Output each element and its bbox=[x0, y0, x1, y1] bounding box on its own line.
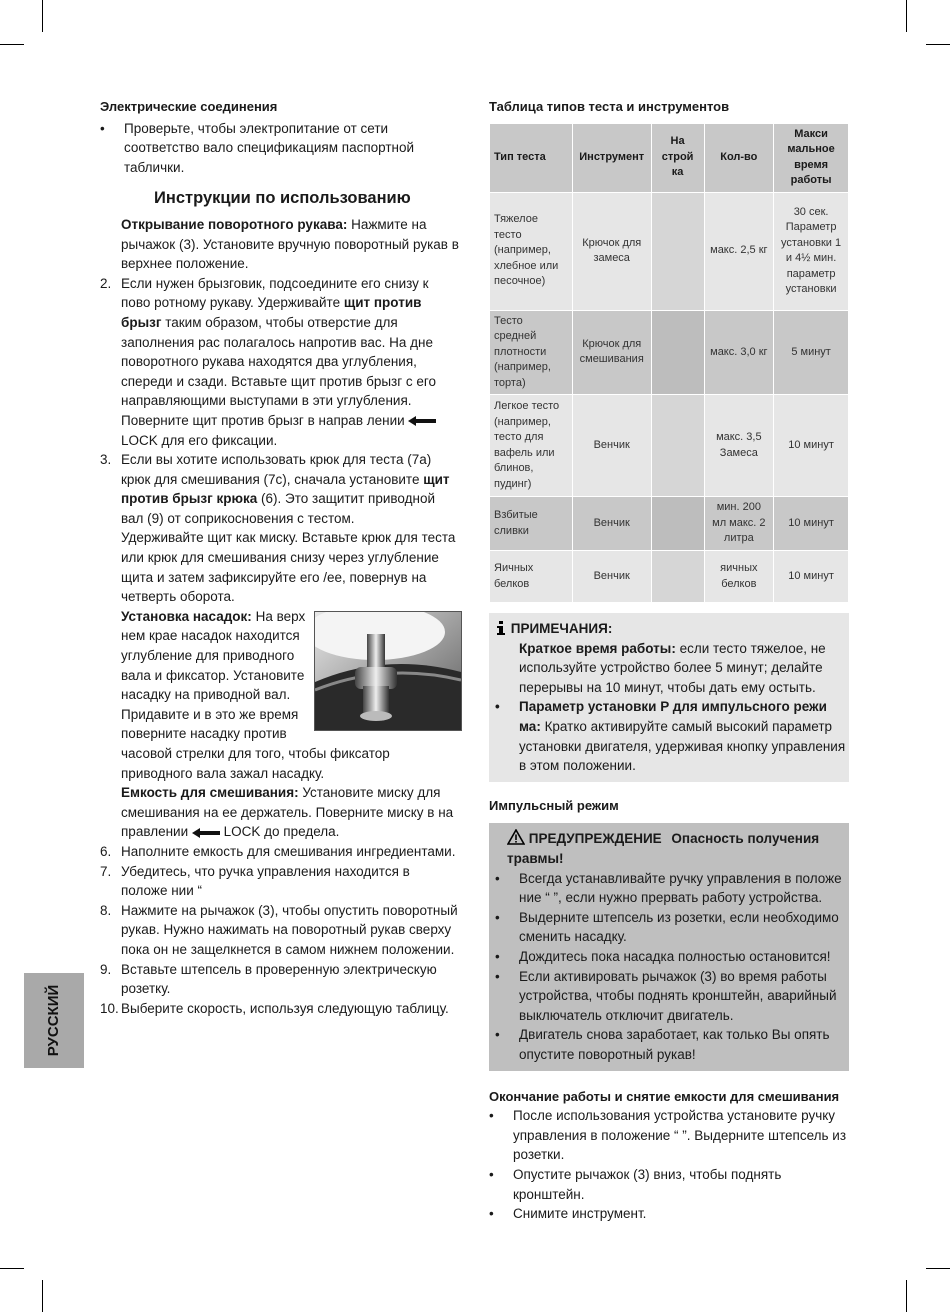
pulse-heading: Импульсный режим bbox=[489, 797, 619, 813]
step-bowl-title: Емкость для смешивания: bbox=[121, 785, 299, 801]
step-2-text: Если нужен брызговик, подсоедините его снизу к пово ротному рукаву. Удерживайте bbox=[121, 275, 429, 311]
bullet-marker: • bbox=[495, 909, 500, 925]
warning-title: ПРЕДУПРЕЖДЕНИЕ bbox=[528, 831, 662, 847]
notes-title: ПРИМЕЧАНИЯ: bbox=[510, 621, 613, 637]
end-item bbox=[489, 1165, 849, 1204]
step-attachments bbox=[100, 607, 460, 783]
table-cell: макс. 3,0 кг bbox=[704, 310, 774, 395]
end-item bbox=[489, 1106, 849, 1165]
step-open-arm bbox=[100, 215, 460, 274]
step-open-arm-title: Открывание поворотного рукава: bbox=[121, 216, 348, 232]
table-cell: 30 сек. Параметр установки 1 и 4½ мин. параметр установки bbox=[774, 192, 849, 310]
end-item-text: Снимите инструмент. bbox=[513, 1206, 647, 1222]
step-bowl-lock: LOCK до предела. bbox=[223, 824, 340, 840]
step-2-lock: LOCK для его фиксации. bbox=[121, 432, 278, 448]
step-3-text: Если вы хотите использовать крюк для теста (7a) крюк для смешивания (7c), сначала установите bbox=[121, 452, 432, 487]
table-cell: Легкое тесто (например, тесто для вафель или блинов, пудинг) bbox=[490, 395, 573, 497]
bullet-marker: • bbox=[489, 1108, 494, 1124]
warning-item bbox=[495, 947, 843, 967]
step-bowl-text: Установите миску для смешивания на ее держатель. Поверните миску в на правлении bbox=[121, 785, 454, 840]
step-10-text: Выберите скорость, используя следующую таблицу. bbox=[121, 1000, 449, 1016]
crop-mark bbox=[0, 1268, 24, 1269]
step-7-text: Убедитесь, что ручка управления находится в положе нии “ bbox=[121, 863, 410, 899]
arrow-left-icon bbox=[408, 416, 436, 426]
table-header-cell: Тип теста bbox=[490, 123, 573, 192]
warning-item-text: Если активировать рычажок (3) во время работы устройства, чтобы поднять кронштейн, аварийный выключатель отключит двигатель. bbox=[519, 968, 837, 1023]
warning-item bbox=[495, 869, 843, 908]
table-cell: Крючок для смешивания bbox=[572, 310, 651, 395]
electrical-bullet-text: Проверьте, чтобы электропитание от сети соответство вало спецификациям паспортной таблички. bbox=[124, 120, 415, 175]
note-short-runtime bbox=[495, 639, 849, 698]
language-tab-label: РУССКИЙ bbox=[45, 984, 62, 1057]
table-cell bbox=[651, 192, 704, 310]
step-number: 3. bbox=[100, 452, 112, 468]
language-tab bbox=[24, 973, 84, 1068]
table-cell: Взбитые сливки bbox=[490, 497, 573, 551]
end-item-text: Опустите рычажок (3) вниз, чтобы поднять кронштейн. bbox=[513, 1166, 782, 1202]
right-column bbox=[489, 97, 849, 1224]
warning-item-text: Дождитесь пока насадка полностью остановится! bbox=[519, 949, 831, 964]
warning-item bbox=[495, 908, 843, 947]
step-number: 8. bbox=[100, 902, 112, 918]
left-column bbox=[100, 97, 460, 1018]
step-9 bbox=[100, 960, 460, 999]
info-icon bbox=[495, 621, 507, 635]
dough-table bbox=[489, 123, 849, 604]
table-cell: Венчик bbox=[572, 551, 651, 603]
table-cell: 5 минут bbox=[774, 310, 849, 395]
electrical-heading: Электрические соединения bbox=[100, 99, 278, 114]
table-cell: Крючок для замеса bbox=[572, 192, 651, 310]
note-pulse-setting bbox=[495, 697, 849, 775]
note-2-title: Параметр установки P для импульсного режи ма: bbox=[519, 699, 827, 735]
step-3-text-b: (6). Это защитит приводной вал (9) от соприкосновения с тестом. bbox=[121, 491, 435, 526]
bullet-marker: • bbox=[495, 699, 500, 715]
table-cell: Тяжелое тесто (например, хлебное или песочное) bbox=[490, 192, 573, 310]
step-open-arm-text: Нажмите на рычажок (3). Установите вручную поворотный рукав в верхнее положение. bbox=[121, 216, 459, 272]
table-header-cell: Инструмент bbox=[572, 123, 651, 192]
warning-item bbox=[495, 1025, 843, 1064]
warning-item-text: Всегда устанавливайте ручку управления в положе ние “ ”, если нужно прервать работу устройства. bbox=[519, 870, 842, 906]
step-3-bold: щит против брызг крюка bbox=[121, 471, 450, 507]
crop-mark bbox=[0, 44, 24, 45]
bullet-marker: • bbox=[489, 1166, 494, 1182]
attachment-photo bbox=[314, 611, 462, 731]
warning-box bbox=[489, 823, 849, 1070]
table-heading: Таблица типов теста и инструментов bbox=[489, 99, 730, 114]
table-header-row bbox=[490, 123, 849, 192]
bullet-marker: • bbox=[495, 968, 500, 984]
step-3 bbox=[100, 450, 460, 607]
step-8-text: Нажмите на рычажок (3), чтобы опустить поворотный рукав. Нужно нажимать на поворотный рукав сверху пока он не защелкнется в самом нижнем положении. bbox=[121, 902, 458, 957]
end-item-text: После использования устройства установите ручку управления в положение “ ”. Выдерните штепсель из розетки. bbox=[513, 1108, 847, 1163]
crop-mark bbox=[906, 1280, 907, 1312]
crop-mark bbox=[42, 0, 43, 32]
table-cell bbox=[651, 395, 704, 497]
end-item bbox=[489, 1204, 849, 1224]
table-cell: Венчик bbox=[572, 395, 651, 497]
table-row bbox=[490, 551, 849, 603]
table-cell bbox=[651, 497, 704, 551]
step-2-text-b: таким образом, чтобы отверстие для заполнения рас полагалось напротив вас. На дне поворотного рукава находятся два углубления, спереди и сзади. Вставьте щит против брызг с его направляющими выступами в эти углубления. Поверните щит против брызг в направ лении bbox=[121, 314, 437, 428]
step-attachments-title: Установка насадок: bbox=[121, 608, 252, 624]
table-cell: Тесто средней плотности (например, торта) bbox=[490, 310, 573, 395]
table-cell: 10 минут bbox=[774, 497, 849, 551]
crop-mark bbox=[926, 1268, 950, 1269]
crop-mark bbox=[906, 0, 907, 32]
table-row bbox=[490, 192, 849, 310]
bullet-marker: • bbox=[100, 120, 105, 136]
step-number: 9. bbox=[100, 961, 112, 977]
note-2-text: Кратко активируйте самый высокий параметр установки двигателя, удерживая кнопку управления в этом положении. bbox=[519, 719, 846, 774]
table-cell: 10 минут bbox=[774, 395, 849, 497]
warning-subtitle: Опасность получения травмы! bbox=[507, 831, 820, 867]
step-attachments-text-b: часовой стрелки для того, чтобы фиксатор приводного вала зажал насадку. bbox=[121, 746, 390, 781]
step-number: 10. bbox=[100, 1000, 119, 1016]
step-7 bbox=[100, 862, 460, 901]
warning-item-text: Двигатель снова заработает, как только Вы опять опустите поворотный рукав! bbox=[519, 1027, 830, 1062]
step-9-text: Вставьте штепсель в проверенную электрическую розетку. bbox=[121, 961, 437, 997]
electrical-bullet bbox=[100, 119, 460, 178]
table-cell: Венчик bbox=[572, 497, 651, 551]
table-cell bbox=[651, 310, 704, 395]
table-cell: Яичных белков bbox=[490, 551, 573, 603]
step-number: 2. bbox=[100, 275, 112, 291]
table-cell: макс. 3,5 Замеса bbox=[704, 395, 774, 497]
table-header-cell: На строй ка bbox=[651, 123, 704, 192]
step-2-bold: щит против брызг bbox=[121, 295, 422, 330]
instructions-title: Инструкции по использованию bbox=[154, 189, 411, 208]
table-row bbox=[490, 395, 849, 497]
warning-title-row bbox=[495, 829, 843, 868]
step-bowl bbox=[100, 783, 460, 842]
bullet-marker: • bbox=[489, 1206, 494, 1222]
crop-mark bbox=[42, 1280, 43, 1312]
step-3-para: Удерживайте щит как миску. Вставьте крюк для теста или крюк для смешивания снизу через углубление щита и затем зафиксируйте его /ее, повернув на четверть оборота. bbox=[121, 530, 456, 605]
notes-title-row bbox=[495, 619, 849, 639]
table-row bbox=[490, 310, 849, 395]
note-1-text: если тесто тяжелое, не используйте устройство более 5 минут; делайте перерывы на 10 минут, чтобы дать ему остыть. bbox=[519, 640, 826, 695]
table-cell: яичных белков bbox=[704, 551, 774, 603]
bullet-marker: • bbox=[495, 949, 500, 964]
table-cell: мин. 200 мл макс. 2 литра bbox=[704, 497, 774, 551]
table-header-cell: Кол-во bbox=[704, 123, 774, 192]
notes-box bbox=[489, 613, 849, 782]
step-6-text: Наполните емкость для смешивания ингредиентами. bbox=[121, 843, 456, 859]
warning-item bbox=[495, 967, 843, 1026]
table-row bbox=[490, 497, 849, 551]
end-heading: Окончание работы и снятие емкости для смешивания bbox=[489, 1088, 840, 1104]
table-header-cell: Макси мальное время работы bbox=[774, 123, 849, 192]
table-cell: 10 минут bbox=[774, 551, 849, 603]
step-8 bbox=[100, 901, 460, 960]
bullet-marker: • bbox=[495, 1027, 500, 1043]
step-6 bbox=[100, 842, 460, 862]
step-number: 7. bbox=[100, 863, 112, 879]
step-attachments-text: На верх нем крае насадок находится углубление для приводного вала и фиксатор. Установите насадку на приводной вал. Придавите и в это же время поверните насадку против bbox=[121, 608, 306, 742]
step-2 bbox=[100, 274, 460, 450]
mixer-shaft-image bbox=[315, 612, 461, 730]
bullet-marker: • bbox=[495, 870, 500, 886]
crop-mark bbox=[926, 44, 950, 45]
note-1-title: Краткое время работы: bbox=[519, 640, 676, 656]
arrow-left-icon bbox=[192, 828, 220, 838]
table-cell: макс. 2,5 кг bbox=[704, 192, 774, 310]
warning-item-text: Выдерните штепсель из розетки, если необходимо сменить насадку. bbox=[519, 909, 839, 945]
step-number: 6. bbox=[100, 843, 112, 859]
step-attachments-wrap bbox=[121, 607, 306, 744]
warning-triangle-icon bbox=[507, 829, 525, 845]
table-cell bbox=[651, 551, 704, 603]
step-10 bbox=[100, 999, 460, 1019]
